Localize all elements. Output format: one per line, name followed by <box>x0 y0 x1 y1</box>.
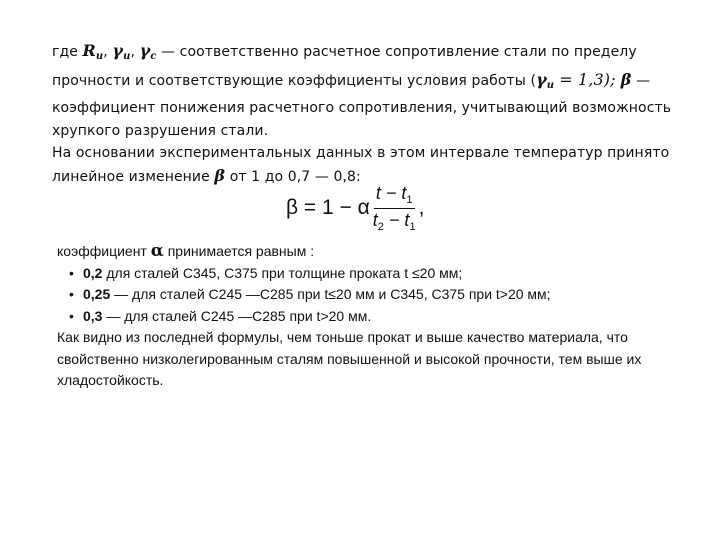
symbol-r-u: $R_u$ <box>82 41 104 62</box>
definitions-block <box>52 40 692 188</box>
symbol-gamma-u-paren: $\gamma_u$ <box>536 69 555 91</box>
bullet-icon: • <box>69 307 74 324</box>
formula-tail: , <box>418 196 425 219</box>
formula-denominator: $t_2 - t_1$ <box>372 210 416 233</box>
beta-formula <box>286 178 424 238</box>
coefficient-value: 0,25 <box>83 286 111 302</box>
bullet-icon: • <box>69 286 74 302</box>
symbol-alpha: α <box>150 241 164 261</box>
definition-text-a: — соответственно расчетное сопротивление стали по пределу прочности и соответствующие коэффициенты условия работы ( <box>52 44 637 89</box>
coefficient-list <box>57 263 697 328</box>
formula-lhs: β = 1 − α <box>286 196 370 219</box>
coefficient-block <box>57 241 697 392</box>
symbol-beta: β <box>620 69 632 89</box>
conclusion-paragraph: Как видно из последней формулы, чем тоньше прокат и выше качество материала, что свойственно низколегированным сталям повышенной и высокой прочности, тем выше их хладостойкость. <box>57 329 642 388</box>
bullet-icon: • <box>69 264 74 281</box>
word-where: где <box>52 44 78 60</box>
coefficient-intro: коэффициент α принимается равным : <box>57 241 315 261</box>
experimental-paragraph: На основании экспериментальных данных в этом интервале температур принято линейное изменение β от 1 до 0,7 — 0,8: <box>52 145 670 185</box>
list-item: • 0,25 — для сталей С245 —С285 при t≤20 мм и С345, С375 при t>20 мм; <box>69 284 697 306</box>
symbol-gamma-c: $\gamma_c$ <box>139 41 157 62</box>
formula-numerator: $t - t_1$ <box>374 183 415 209</box>
gamma-value: = 1,3); <box>554 69 621 89</box>
definition-paragraph: где $R_u$, $\gamma_u$, $\gamma_c$ — соответственно расчетное сопротивление стали по пределу прочности и соответствующие коэффициенты условия работы $(\gamma_u = 1,3)$; β — коэффициент понижения расчетного сопротивления, учитывающий возможность хрупкого разрушения стали. <box>52 41 672 139</box>
symbol-gamma-u: $\gamma_u$ <box>112 41 131 62</box>
list-item: • 0,3 — для сталей С245 —С285 при t>20 мм. <box>69 306 697 328</box>
symbol-beta-2: β <box>214 165 226 185</box>
formula-fraction <box>373 183 416 233</box>
coefficient-value: 0,3 <box>83 307 103 324</box>
definition-text-b: — коэффициент понижения расчетного сопротивления, учитывающий возможность хрупкого разрушения стали. <box>52 72 672 139</box>
coefficient-value: 0,2 <box>83 264 103 281</box>
list-item: • 0,2 для сталей С345, С375 при толщине проката t ≤20 мм; <box>69 263 697 285</box>
